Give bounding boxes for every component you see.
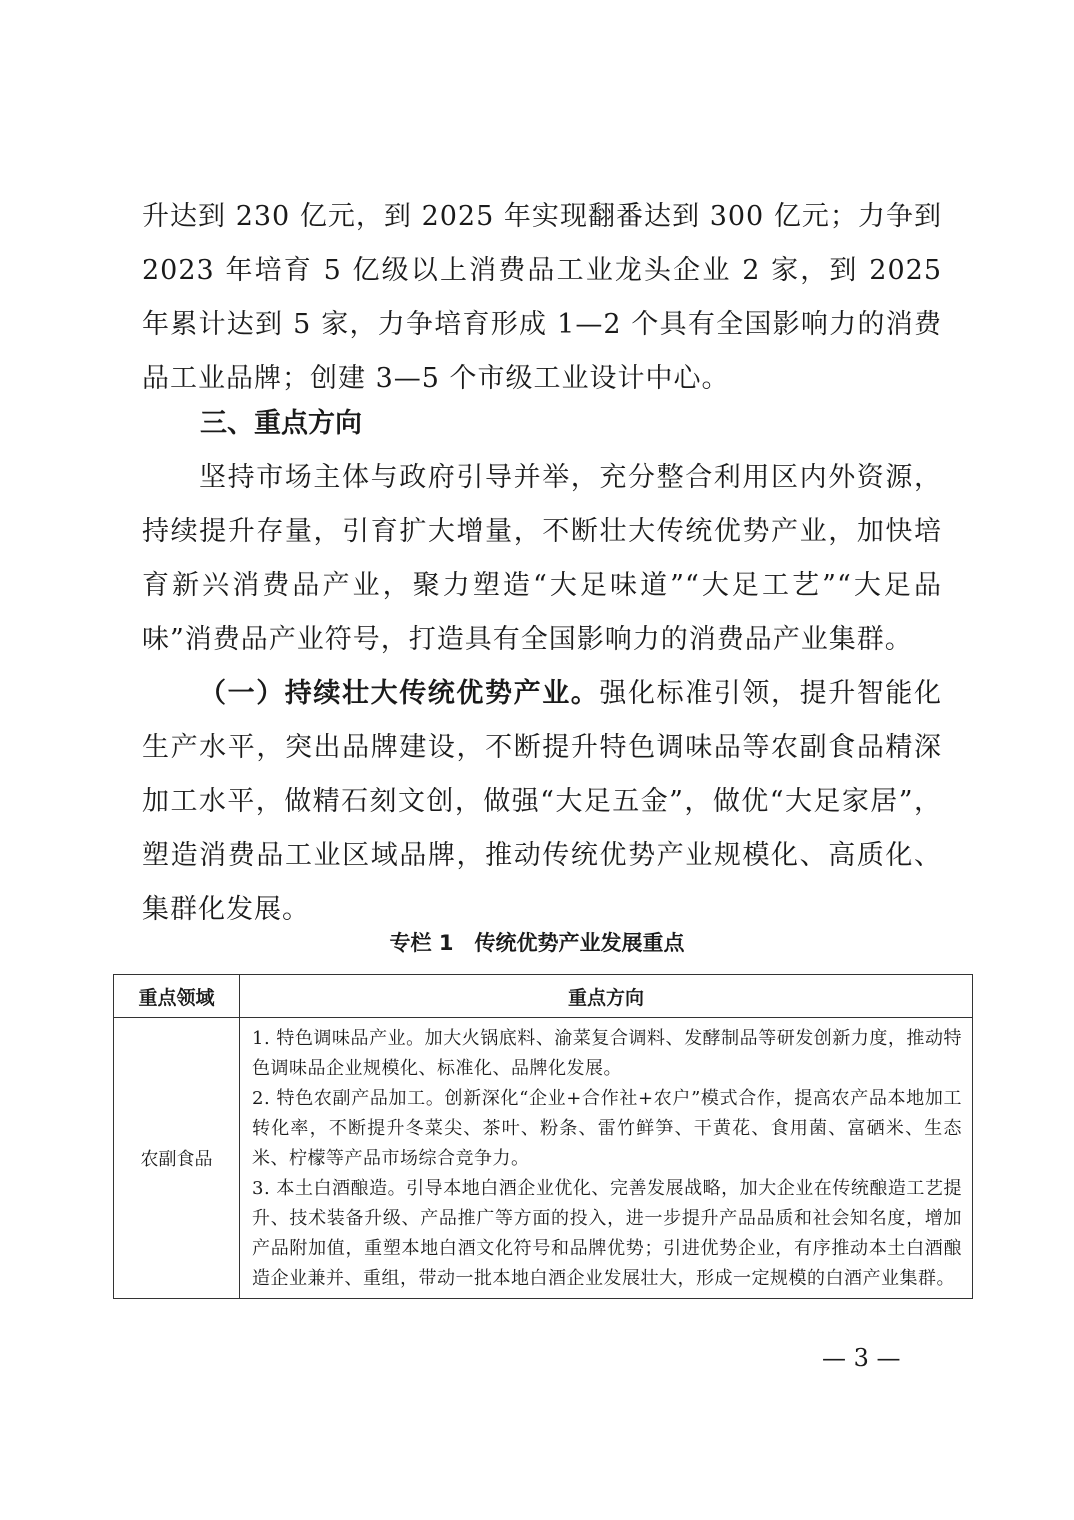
- page-number: — 3 —: [822, 1344, 901, 1372]
- table-header-row: [114, 975, 973, 1018]
- paragraph-overview: 坚持市场主体与政府引导并举，充分整合利用区内外资源，持续提升存量，引育扩大增量，不断壮大传统优势产业，加快培育新兴消费品产业，聚力塑造“大足味道”“大足工艺”“大足品味”消费品产业符号，打造具有全国影响力的消费品产业集群。: [142, 462, 942, 655]
- paragraph-targets: 升达到 230 亿元，到 2025 年实现翻番达到 300 亿元；力争到 2023 年培育 5 亿级以上消费品工业龙头企业 2 家，到 2025 年累计达到 5 家，力争培育形成 1—2 个具有全国影响力的消费品工业品牌；创建 3—5 个市级工业设计中心。: [142, 201, 942, 394]
- paragraph-traditional-industries: [142, 667, 942, 937]
- direction-item: 1. 特色调味品产业。加大火锅底料、渝菜复合调料、发酵制品等研发创新力度，推动特色调味品企业规模化、标准化、品牌化发展。: [252, 1028, 962, 1079]
- table-header-area: 重点领域: [114, 975, 240, 1018]
- table-row: [114, 1018, 973, 1299]
- table-caption: 专栏 1 传统优势产业发展重点: [389, 931, 685, 955]
- table-cell-directions: [240, 1018, 973, 1299]
- subsection-heading: （一）持续壮大传统优势产业。: [199, 678, 600, 709]
- section-heading-key-directions: 三、重点方向: [200, 408, 362, 439]
- direction-item: 3. 本土白酒酿造。引导本地白酒企业优化、完善发展战略，加大企业在传统酿造工艺提升、技术装备升级、产品推广等方面的投入，进一步提升产品品质和社会知名度，增加产品附加值，重塑本地白酒文化符号和品牌优势；引进优势企业，有序推动本土白酒酿造企业兼并、重组，带动一批本地白酒企业发展壮大，形成一定规模的白酒产业集群。: [252, 1178, 962, 1289]
- subsection-text: 强化标准引领，提升智能化生产水平，突出品牌建设，不断提升特色调味品等农副食品精深加工水平，做精石刻文创，做强“大足五金”，做优“大足家居”，塑造消费品工业区域品牌，推动传统优势产业规模化、高质化、集群化发展。: [142, 678, 943, 925]
- direction-item: 2. 特色农副产品加工。创新深化“企业+合作社+农户”模式合作，提高农产品本地加工转化率，不断提升冬菜尖、茶叶、粉条、雷竹鲜笋、干黄花、食用菌、富硒米、生态米、柠檬等产品市场综合竞争力。: [252, 1088, 962, 1169]
- table-header-direction: 重点方向: [240, 975, 973, 1018]
- table-cell-area: 农副食品: [114, 1018, 240, 1299]
- focus-table: [113, 974, 973, 1299]
